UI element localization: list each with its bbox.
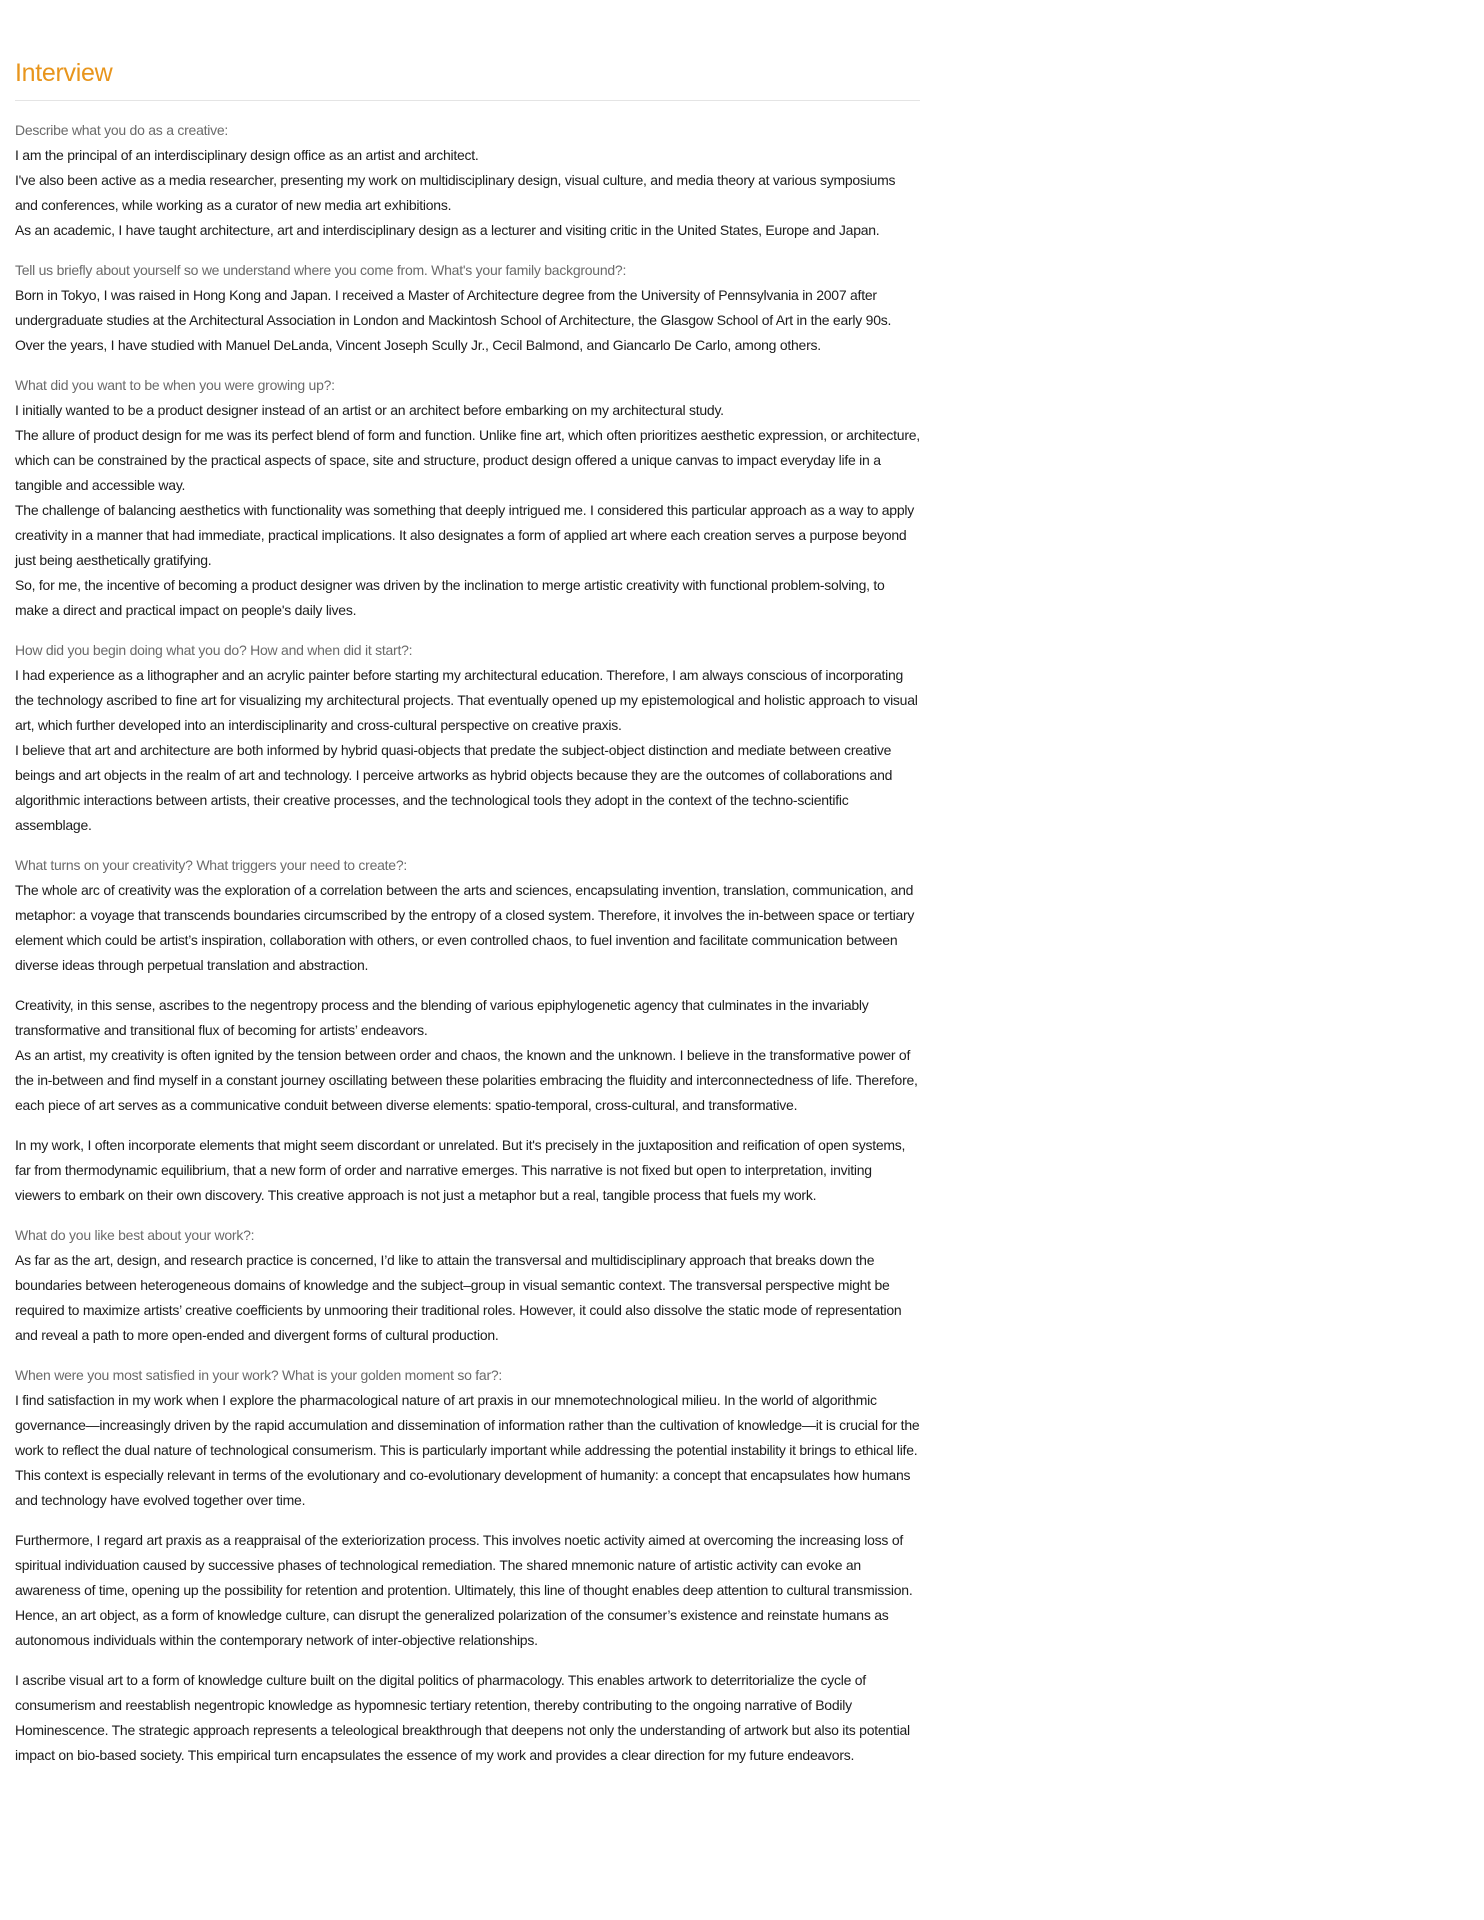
interview-section bbox=[15, 373, 920, 623]
answer-paragraph: I find satisfaction in my work when I explore the pharmacological nature of art praxis in our mnemotechnological milieu. In the world of algorithmic governance—increasingly driven by the rapid accumulation and dissemination of information rather than the cultivation of knowledge—it is crucial for the work to reflect the dual nature of technological consumerism. This is particularly important while addressing the potential instability it brings to ethical life. This context is especially relevant in terms of the evolutionary and co-evolutionary development of humanity: a concept that encapsulates how humans and technology have evolved together over time. bbox=[15, 1392, 920, 1508]
answer-paragraph: As far as the art, design, and research practice is concerned, I’d like to attain the transversal and multidisciplinary approach that breaks down the boundaries between heterogeneous domains of knowledge and the subject–group in visual semantic context. The transversal perspective might be required to maximize artists’ creative coefficients by unmooring their traditional roles. However, it could also dissolve the static mode of representation and reveal a path to more open-ended and divergent forms of cultural production. bbox=[15, 1252, 902, 1343]
interview-section bbox=[15, 258, 920, 358]
answer-paragraph: I had experience as a lithographer and an acrylic painter before starting my architectural education. Therefore, I am always conscious of incorporating the technology ascribed to fine art for visualizing my architectural projects. That eventually opened up my epistemological and holistic approach to visual art, which further developed into an interdisciplinarity and cross-cultural perspective on creative praxis. bbox=[15, 667, 918, 733]
question-text: Tell us briefly about yourself so we understand where you come from. What's your family background?: bbox=[15, 262, 627, 278]
answer-paragraph: So, for me, the incentive of becoming a product designer was driven by the inclination to merge artistic creativity with functional problem-solving, to make a direct and practical impact on people's daily lives. bbox=[15, 577, 885, 618]
answer-paragraph: The challenge of balancing aesthetics with functionality was something that deeply intrigued me. I considered this particular approach as a way to apply creativity in a manner that had immediate, practical implications. It also designates a form of applied art where each creation serves a purpose beyond just being aesthetically gratifying. bbox=[15, 502, 914, 568]
answer-paragraph: I am the principal of an interdisciplinary design office as an artist and architect. bbox=[15, 147, 479, 163]
question-text: Describe what you do as a creative: bbox=[15, 122, 229, 138]
answer-paragraph: As an academic, I have taught architecture, art and interdisciplinary design as a lecturer and visiting critic in the United States, Europe and Japan. bbox=[15, 222, 880, 238]
answer-paragraph: The whole arc of creativity was the exploration of a correlation between the arts and sciences, encapsulating invention, translation, communication, and metaphor: a voyage that transcends boundaries circumscribed by the entropy of a closed system. Therefore, it involves the in-between space or tertiary element which could be artist’s inspiration, collaboration with others, or even controlled chaos, to fuel invention and facilitate communication between diverse ideas through perpetual translation and abstraction. bbox=[15, 882, 915, 973]
question-text: What did you want to be when you were growing up?: bbox=[15, 377, 335, 393]
answer-paragraph: Furthermore, I regard art praxis as a reappraisal of the exteriorization process. This involves noetic activity aimed at overcoming the increasing loss of spiritual individuation caused by successive phases of technological remediation. The shared mnemonic nature of artistic activity can evoke an awareness of time, opening up the possibility for retention and protention. Ultimately, this line of thought enables deep attention to cultural transmission. Hence, an art object, as a form of knowledge culture, can disrupt the generalized polarization of the consumer’s existence and reinstate humans as autonomous individuals within the contemporary network of inter-objective relationships. bbox=[15, 1532, 913, 1648]
question-text: What do you like best about your work?: bbox=[15, 1227, 255, 1243]
answer-paragraph: I initially wanted to be a product designer instead of an artist or an architect before embarking on my architectural study. bbox=[15, 402, 724, 418]
interview-section bbox=[15, 1528, 920, 1653]
interview-section bbox=[15, 638, 920, 838]
interview-article bbox=[15, 57, 920, 1783]
question-text: When were you most satisfied in your work? What is your golden moment so far?: bbox=[15, 1367, 503, 1383]
interview-section bbox=[15, 1363, 920, 1513]
answer-paragraph: Creativity, in this sense, ascribes to the negentropy process and the blending of various epiphylogenetic agency that culminates in the invariably transformative and transitional flux of becoming for artists’ endeavors. bbox=[15, 997, 869, 1038]
interview-section bbox=[15, 853, 920, 978]
answer-paragraph: The allure of product design for me was its perfect blend of form and function. Unlike fine art, which often prioritizes aesthetic expression, or architecture, which can be constrained by the practical aspects of space, site and structure, product design offered a unique canvas to impact everyday life in a tangible and accessible way. bbox=[15, 427, 920, 493]
question-text: How did you begin doing what you do? How and when did it start?: bbox=[15, 642, 413, 658]
answer-paragraph: In my work, I often incorporate elements that might seem discordant or unrelated. But it's precisely in the juxtaposition and reification of open systems, far from thermodynamic equilibrium, that a new form of order and narrative emerges. This narrative is not fixed but open to interpretation, inviting viewers to embark on their own discovery. This creative approach is not just a metaphor but a real, tangible process that fuels my work. bbox=[15, 1137, 906, 1203]
answer-paragraph: I believe that art and architecture are both informed by hybrid quasi-objects that predate the subject-object distinction and mediate between creative beings and art objects in the realm of art and technology. I perceive artworks as hybrid objects because they are the outcomes of collaborations and algorithmic interactions between artists, their creative processes, and the technological tools they adopt in the context of the techno-scientific assemblage. bbox=[15, 742, 893, 833]
interview-section bbox=[15, 1668, 920, 1768]
interview-section bbox=[15, 1223, 920, 1348]
answer-paragraph: As an artist, my creativity is often ignited by the tension between order and chaos, the known and the unknown. I believe in the transformative power of the in-between and find myself in a constant journey oscillating between these polarities embracing the fluidity and interconnectedness of life. Therefore, each piece of art serves as a communicative conduit between diverse elements: spatio-temporal, cross-cultural, and transformative. bbox=[15, 1047, 918, 1113]
page-title: Interview bbox=[15, 59, 113, 87]
interview-sections bbox=[15, 118, 920, 1768]
interview-section bbox=[15, 993, 920, 1118]
divider bbox=[15, 100, 920, 101]
interview-section bbox=[15, 118, 920, 243]
answer-paragraph: Over the years, I have studied with Manuel DeLanda, Vincent Joseph Scully Jr., Cecil Balmond, and Giancarlo De Carlo, among others. bbox=[15, 337, 821, 353]
answer-paragraph: Born in Tokyo, I was raised in Hong Kong and Japan. I received a Master of Architecture degree from the University of Pennsylvania in 2007 after undergraduate studies at the Architectural Association in London and Mackintosh School of Architecture, the Glasgow School of Art in the early 90s. bbox=[15, 287, 892, 328]
answer-paragraph: I've also been active as a media researcher, presenting my work on multidisciplinary design, visual culture, and media theory at various symposiums and conferences, while working as a curator of new media art exhibitions. bbox=[15, 172, 896, 213]
answer-paragraph: I ascribe visual art to a form of knowledge culture built on the digital politics of pharmacology. This enables artwork to deterritorialize the cycle of consumerism and reestablish negentropic knowledge as hypomnesic tertiary retention, thereby contributing to the ongoing narrative of Bodily Hominescence. The strategic approach represents a teleological breakthrough that deepens not only the understanding of artwork but also its potential impact on bio-based society. This empirical turn encapsulates the essence of my work and provides a clear direction for my future endeavors. bbox=[15, 1672, 910, 1763]
interview-section bbox=[15, 1133, 920, 1208]
question-text: What turns on your creativity? What triggers your need to create?: bbox=[15, 857, 408, 873]
